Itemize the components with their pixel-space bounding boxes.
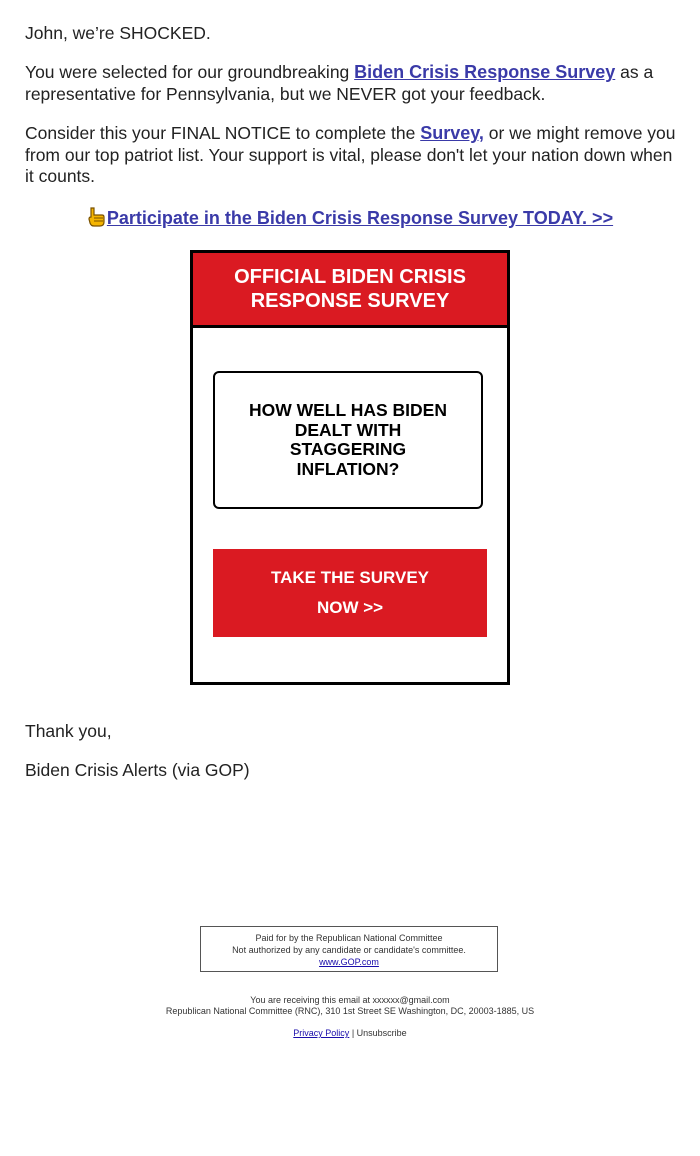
survey-card — [190, 250, 510, 685]
privacy-policy-link[interactable]: Privacy Policy — [293, 1028, 350, 1038]
survey-card-title: OFFICIAL BIDEN CRISIS RESPONSE SURVEY — [193, 253, 507, 328]
final-notice-paragraph — [25, 123, 680, 188]
take-survey-button[interactable]: TAKE THE SURVEY NOW >> — [213, 549, 487, 637]
gop-website-link[interactable]: www.GOP.com — [319, 957, 379, 967]
paid-for-disclaimer — [200, 926, 498, 972]
participate-link[interactable] — [87, 208, 613, 228]
not-authorized-text: Not authorized by any candidate or candidate's committee. — [232, 945, 466, 955]
footer-separator: | — [349, 1028, 357, 1038]
paid-for-text: Paid for by the Republican National Committee — [255, 933, 443, 943]
closing: Thank you, — [25, 721, 112, 741]
intro-text-pre: You were selected for our groundbreaking — [25, 62, 355, 82]
pointing-hand-icon — [87, 207, 105, 227]
survey-link-inline[interactable]: Biden Crisis Response Survey — [354, 62, 616, 82]
notice-text-pre: Consider this your FINAL NOTICE to complete the — [25, 123, 421, 143]
notice-text-post: or we might remove you from our top patriot list. Your support is vital, please don't let your nation down when it counts. — [25, 123, 676, 186]
rnc-address: Republican National Committee (RNC), 310 1st Street SE Washington, DC, 20003-1885, US — [165, 1006, 535, 1016]
survey-question: HOW WELL HAS BIDEN DEALT WITH STAGGERING INFLATION? — [213, 371, 483, 509]
greeting: John, we’re SHOCKED. — [25, 23, 211, 43]
unsubscribe-link[interactable]: Unsubscribe — [356, 1028, 407, 1038]
signature: Biden Crisis Alerts (via GOP) — [25, 760, 250, 780]
intro-text-post: as a representative for Pennsylvania, but we NEVER got your feedback. — [25, 62, 654, 104]
participate-link-text: Participate in the Biden Crisis Response Survey TODAY. >> — [106, 208, 614, 228]
receiving-notice: You are receiving this email at xxxxxx@gmail.com — [250, 995, 450, 1005]
intro-paragraph — [25, 62, 680, 105]
survey-link-short[interactable]: Survey, — [420, 123, 484, 143]
cta-line — [0, 207, 700, 229]
footer-links — [0, 1028, 700, 1040]
